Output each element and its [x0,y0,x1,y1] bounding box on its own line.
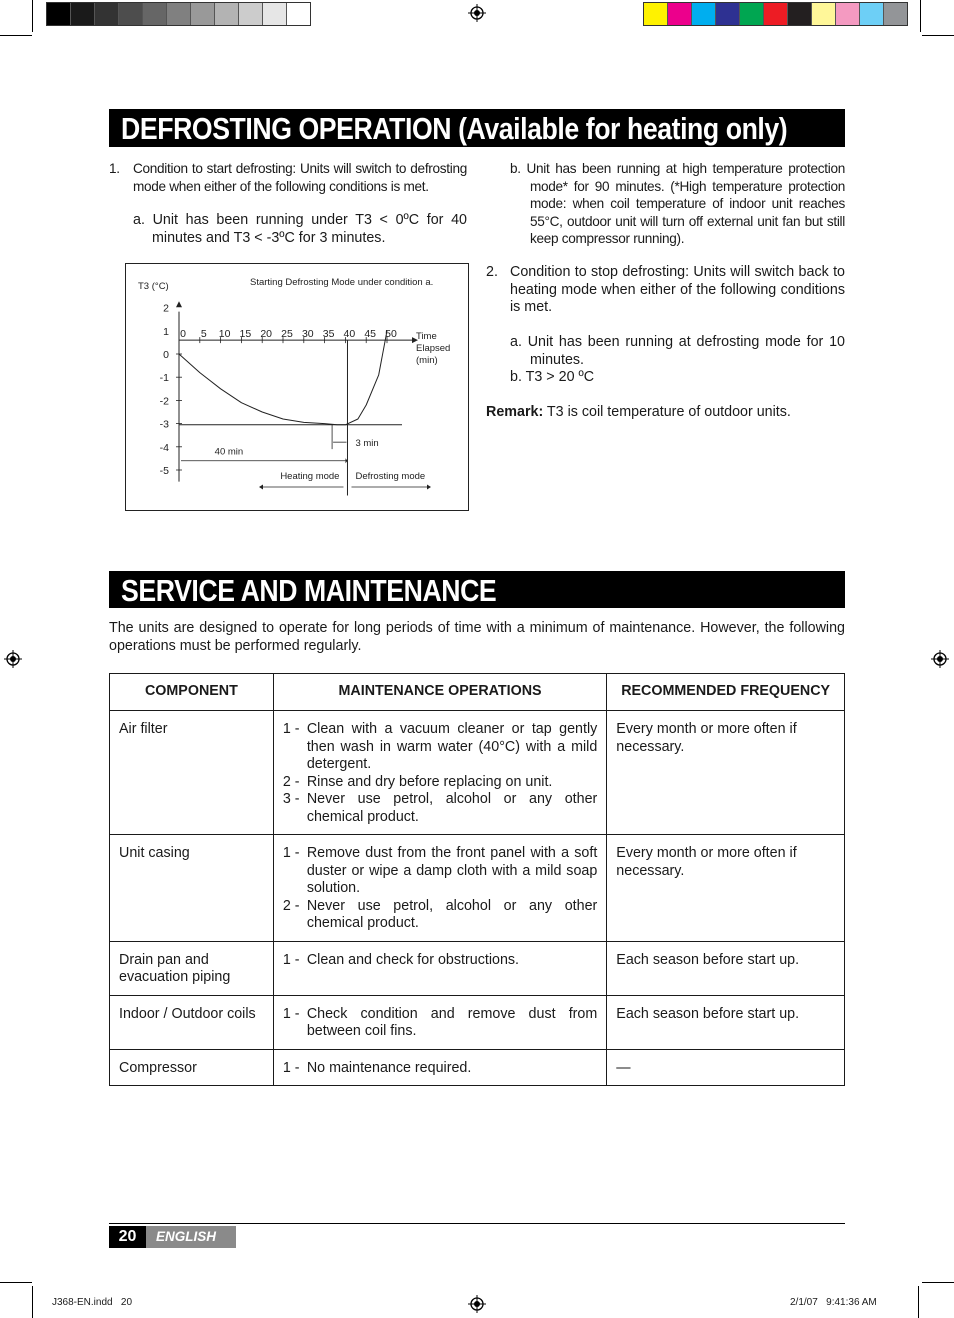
crop-mark [32,0,33,32]
x-tick-label: 35 [322,328,335,341]
operation-text: Clean with a vacuum cleaner or tap gently then wash in warm water (40°C) with a mild detergent. [306,721,598,772]
frequency-cell: Every month or more often if necessary. [607,711,845,835]
registration-mark-icon [468,4,486,22]
crop-mark [918,1286,919,1318]
frequency-cell: — [607,1049,845,1086]
defrost-item-2-text: Condition to stop defrosting: Units will switch back to heating mode when either of the following conditions is met. [510,264,845,315]
color-swatch [71,3,95,25]
color-swatch [836,3,860,25]
color-swatch [119,3,143,25]
table-row [110,1049,845,1086]
table-header-row [110,674,845,711]
crop-mark [32,1286,33,1318]
operation-text: Remove dust from the front panel with a soft duster or wipe a damp cloth with a mild soap solution. [306,845,598,896]
y-tick-label: -4 [159,441,169,454]
registration-mark-icon [4,650,22,668]
component-cell: Unit casing [110,835,274,942]
service-intro: The units are designed to operate for long periods of time with a minimum of maintenance. However, the following operations must be performed regularly. [109,620,845,654]
color-swatch [716,3,740,25]
operations-cell [273,995,606,1049]
y-tick-label: -5 [159,465,169,477]
registration-mark-icon [468,1295,486,1313]
color-swatch [764,3,788,25]
x-tick-label: 10 [218,328,231,341]
color-swatch [167,3,191,25]
operation-text: Clean and check for obstructions. [306,951,520,968]
x-tick-label: 30 [301,328,314,341]
operation-text: No maintenance required. [306,1059,472,1076]
forty-min-label: 40 min [214,446,244,458]
remark [486,404,845,422]
y-tick-label: -3 [159,418,169,431]
registration-mark-icon [931,650,949,668]
operation-number: 2 - [282,773,300,790]
chart-title: Starting Defrosting Mode under condition a. [250,277,434,288]
x-tick-label: 40 [343,328,356,341]
cmyk-color-bar [643,2,908,26]
crop-mark [922,35,954,36]
operation-item [283,791,597,826]
series-line [179,331,387,425]
crop-mark [0,1282,32,1283]
operation-number: 2 - [282,897,300,914]
operations-cell [273,941,606,995]
operation-number: 1 - [282,1059,300,1076]
column-header-frequency: RECOMMENDED FREQUENCY [607,674,845,711]
y-tick-label: 1 [163,325,169,338]
frequency-cell: Each season before start up. [607,995,845,1049]
color-swatch [668,3,692,25]
color-swatch [287,3,310,25]
table-row [110,995,845,1049]
language-tab: ENGLISH [146,1226,236,1248]
color-swatch [692,3,716,25]
color-swatch [644,3,668,25]
gray-color-bar [46,2,311,26]
crop-mark [922,1282,954,1283]
frequency-cell: Every month or more often if necessary. [607,835,845,942]
defrost-item-1-number: 1. [109,161,120,176]
color-swatch [215,3,239,25]
table-row [110,835,845,942]
x-tick-label: 50 [385,328,397,341]
operation-number: 1 - [282,845,300,861]
operation-text: Rinse and dry before replacing on unit. [306,773,553,790]
defrost-item-2b-text: b. T3 > 20 ºC [510,369,595,385]
defrost-item-1-text: Condition to start defrosting: Units will switch to defrosting mode when either of the following conditions is met. [133,161,467,194]
defrosting-mode-arrowhead [427,485,431,490]
y-axis-arrow [176,301,182,307]
frequency-cell: Each season before start up. [607,941,845,995]
crop-mark [920,0,921,32]
x-tick-label: 5 [200,328,207,341]
color-swatch [263,3,287,25]
color-swatch [788,3,812,25]
service-section-title: SERVICE AND MAINTENANCE [109,571,845,608]
column-header-component: COMPONENT [110,674,274,711]
remark-label: Remark: [486,404,544,420]
operation-number: 3 - [282,791,300,807]
operations-cell [273,711,606,835]
x-tick-label: 20 [260,328,273,341]
heating-mode-label: Heating mode [280,471,340,482]
color-swatch [860,3,884,25]
maintenance-table [109,673,845,1086]
operation-number: 1 - [282,951,300,968]
remark-text: T3 is coil temperature of outdoor units. [543,404,791,420]
x-tick-label: 45 [364,328,377,341]
y-tick-label: 2 [163,302,169,315]
crop-mark [0,35,32,36]
color-swatch [239,3,263,25]
color-swatch [143,3,167,25]
color-swatch [884,3,907,25]
defrost-item-1a-text: a. Unit has been running under T3 < 0ºC for 40 minutes and T3 < -3ºC for 3 minutes. [133,212,467,246]
slug-right: 2/1/07 9:41:36 AM [790,1297,877,1308]
defrost-item-2a-text: a. Unit has been running at defrosting mode for 10 minutes. [510,334,845,368]
heating-mode-arrowhead [259,485,263,490]
defrost-chart [125,263,469,511]
color-swatch [812,3,836,25]
x-axis-label: Time Elapsed (min) [416,331,451,367]
operation-text: Check condition and remove dust from between coil fins. [306,1005,598,1039]
operation-text: Never use petrol, alcohol or any other chemical product. [306,897,598,931]
operation-number: 1 - [282,721,300,737]
page-number: 20 [109,1226,146,1248]
defrost-section-title: DEFROSTING OPERATION (Available for heating only) [109,109,845,147]
slug-left: J368-EN.indd 20 [52,1297,133,1308]
y-tick-label: 0 [163,349,169,361]
x-tick-label: 15 [239,328,252,341]
defrosting-mode-label: Defrosting mode [355,471,426,482]
color-swatch [95,3,119,25]
operation-text: Never use petrol, alcohol or any other chemical product. [306,791,598,825]
operation-item [283,1060,597,1078]
x-tick-label: 25 [281,328,293,341]
component-cell: Drain pan and evacuation piping [110,941,274,995]
table-row [110,941,845,995]
x-tick-label: 0 [180,328,186,341]
defrost-item-1b-text: b. Unit has been running at high temperature protection mode* for 90 minutes. (*High temperature protection mode: when coil temperature of indoor unit reaches 55°C, outdoor unit will turn off external unit fan but still keep compressor running). [510,161,845,246]
defrost-item-2-number: 2. [486,264,498,280]
color-swatch [47,3,71,25]
operation-item [283,845,597,898]
component-cell: Air filter [110,711,274,835]
y-tick-label: -2 [159,395,169,408]
operation-item [283,1006,597,1041]
operation-item [283,898,597,933]
color-swatch [740,3,764,25]
column-header-operations: MAINTENANCE OPERATIONS [273,674,606,711]
operation-item [283,952,597,970]
color-swatch [191,3,215,25]
footer-rule [109,1223,845,1224]
operations-cell [273,1049,606,1086]
operations-cell [273,835,606,942]
y-tick-label: -1 [159,372,169,385]
operation-number: 1 - [282,1005,300,1022]
operation-item [283,721,597,774]
component-cell: Compressor [110,1049,274,1086]
component-cell: Indoor / Outdoor coils [110,995,274,1049]
operation-item [283,774,597,792]
table-row [110,711,845,835]
three-min-label: 3 min [355,438,379,450]
y-axis-label: T3 (°C) [138,281,169,292]
